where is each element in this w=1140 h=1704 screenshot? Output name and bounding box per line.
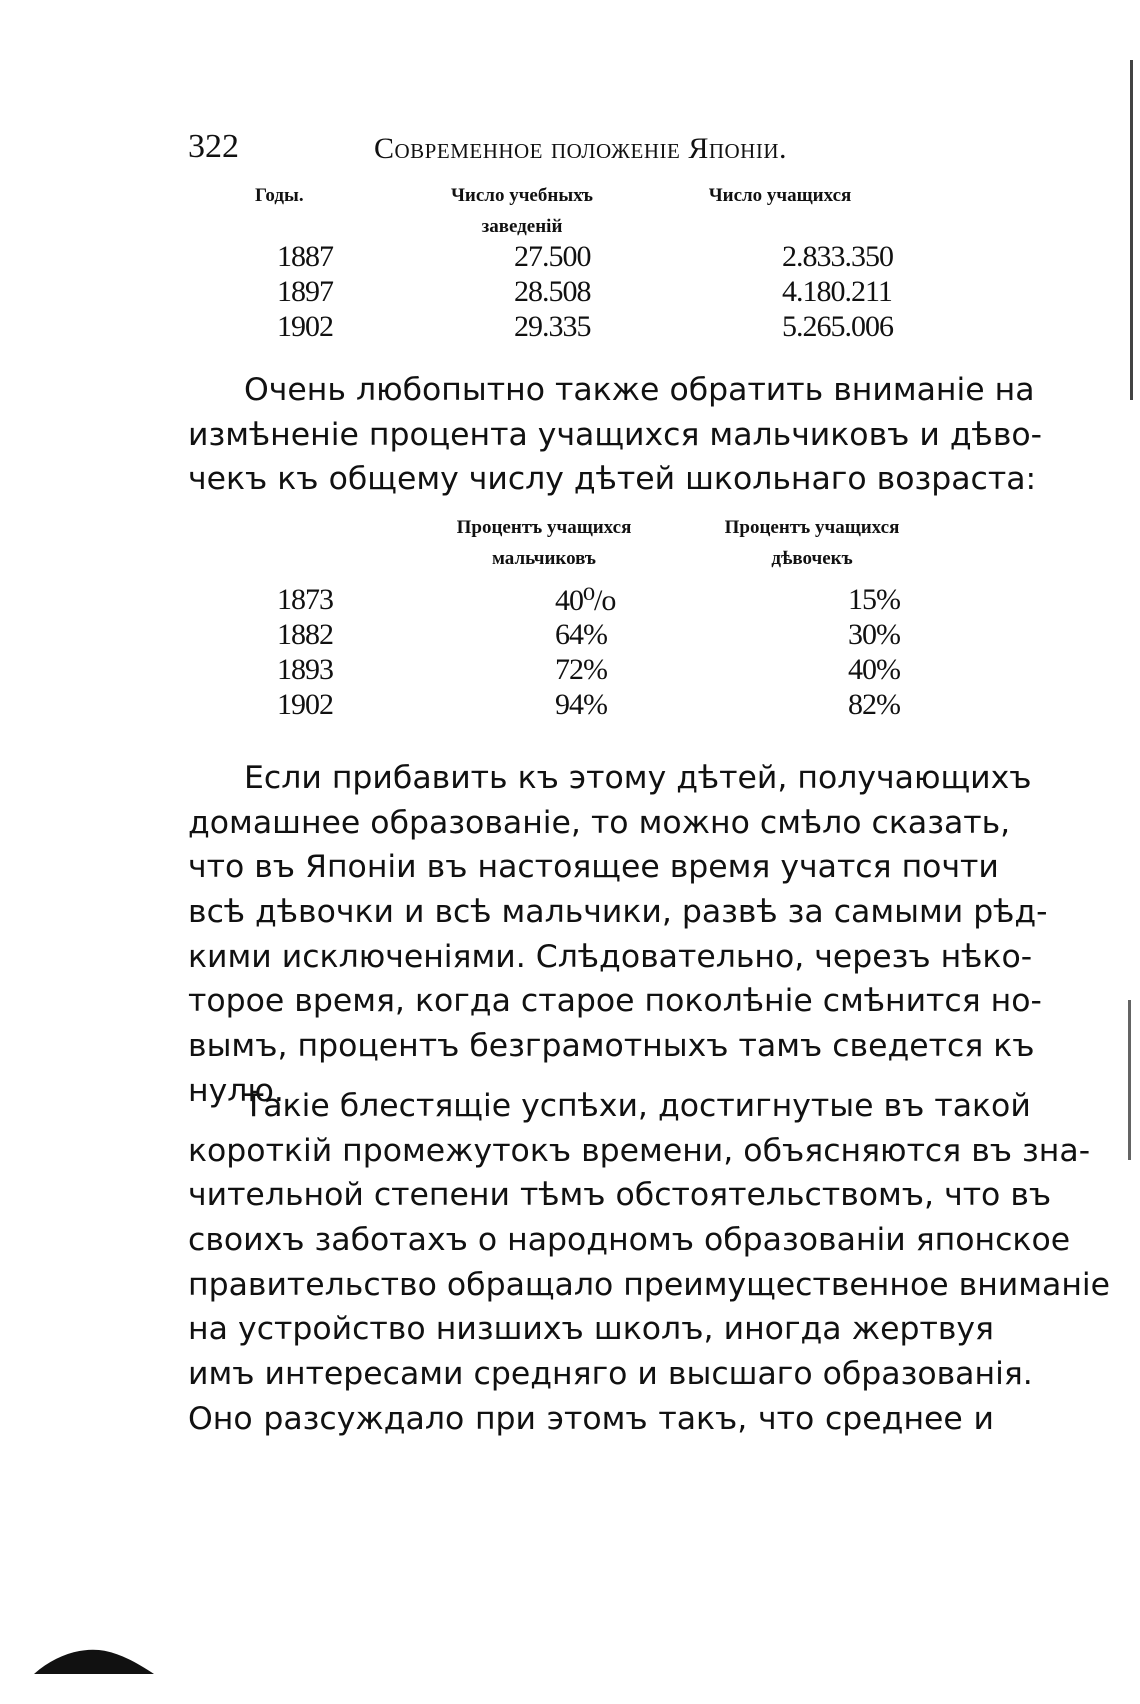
year-cell: 1902 (277, 310, 333, 343)
running-title: Современное положеніе Японіи. (374, 132, 787, 165)
year-cell: 1902 (277, 688, 333, 721)
paragraph-success (188, 1084, 1111, 1442)
girls-cell: 82% (848, 688, 900, 721)
year-cell: 1887 (277, 240, 333, 273)
scan-edge-line (1130, 60, 1133, 400)
text-line: Если прибавить къ этому дѣтей, получающихъ (244, 760, 1032, 796)
schools-cell: 27.500 (514, 240, 591, 273)
table1-header-schools: Число учебныхъ заведеній (450, 185, 594, 237)
paragraph-percent-intro (188, 368, 1043, 502)
text-line: всѣ дѣвочки и всѣ мальчики, развѣ за самыми рѣд- (188, 894, 1048, 931)
text-line: измѣненіе процента учащихся мальчиковъ и дѣво- (188, 416, 1043, 453)
year-cell: 1882 (277, 618, 333, 651)
table-row (0, 240, 1140, 277)
students-cell: 2.833.350 (782, 240, 893, 273)
boys-cell: 64% (555, 618, 607, 651)
text-line: вымъ, процентъ безграмотныхъ тамъ сведется къ (188, 1028, 1035, 1065)
text-line: торое время, когда старое поколѣніе смѣнится но- (188, 983, 1042, 1020)
text-line: имъ интересами средняго и высшаго образованія. (188, 1356, 1033, 1393)
table2-header-girls: Процентъ учащихся дѣвочекъ (724, 517, 900, 569)
text-line: Очень любопытно также обратить вниманіе на (244, 372, 1035, 408)
running-header (188, 128, 1008, 168)
scan-edge-line (1128, 1000, 1131, 1160)
page-number: 322 (188, 128, 239, 165)
text-line: кими исключеніями. Слѣдовательно, черезъ нѣко- (188, 938, 1033, 975)
table1-header-students: Число учащихся (708, 185, 852, 206)
table2-header-boys: Процентъ учащихся мальчиковъ (456, 517, 632, 569)
text-line: своихъ заботахъ о народномъ образованіи японское (188, 1222, 1071, 1259)
text-line: короткій промежутокъ времени, объясняются въ зна- (188, 1132, 1091, 1169)
text-line: что въ Японіи въ настоящее время учатся почти (188, 849, 999, 886)
text-line: домашнее образованіе, то можно смѣло сказать, (188, 804, 1011, 841)
ink-blot-artifact (34, 1646, 154, 1676)
boys-cell: 40⁰/o (555, 584, 616, 617)
text-line: правительство обращало преимущественное вниманіе (188, 1266, 1111, 1303)
boys-cell: 94% (555, 688, 607, 721)
students-cell: 4.180.211 (782, 275, 892, 308)
year-cell: 1873 (277, 583, 333, 616)
girls-cell: 30% (848, 618, 900, 651)
year-cell: 1897 (277, 275, 333, 308)
text-line: нулю. (188, 1072, 284, 1109)
boys-cell: 72% (555, 653, 607, 686)
table-row (0, 653, 1140, 690)
text-line: чекъ къ общему числу дѣтей школьнаго возраста: (188, 461, 1037, 498)
table-row (0, 583, 1140, 620)
schools-cell: 29.335 (514, 310, 591, 343)
year-cell: 1893 (277, 653, 333, 686)
students-cell: 5.265.006 (782, 310, 893, 343)
text-line: Оно разсуждало при этомъ такъ, что среднее и (188, 1400, 994, 1437)
table-row (0, 688, 1140, 725)
girls-cell: 40% (848, 653, 900, 686)
girls-cell: 15% (848, 583, 900, 616)
text-line: на устройство низшихъ школъ, иногда жертвуя (188, 1311, 994, 1348)
table-row (0, 618, 1140, 655)
table-row (0, 310, 1140, 347)
text-line: чительной степени тѣмъ обстоятельствомъ, что въ (188, 1177, 1052, 1214)
table1-header-years: Годы. (255, 185, 304, 206)
paragraph-home-education (188, 756, 1048, 1114)
text-line: Такіе блестящіе успѣхи, достигнутые въ такой (244, 1088, 1031, 1124)
schools-cell: 28.508 (514, 275, 591, 308)
table-row (0, 275, 1140, 312)
